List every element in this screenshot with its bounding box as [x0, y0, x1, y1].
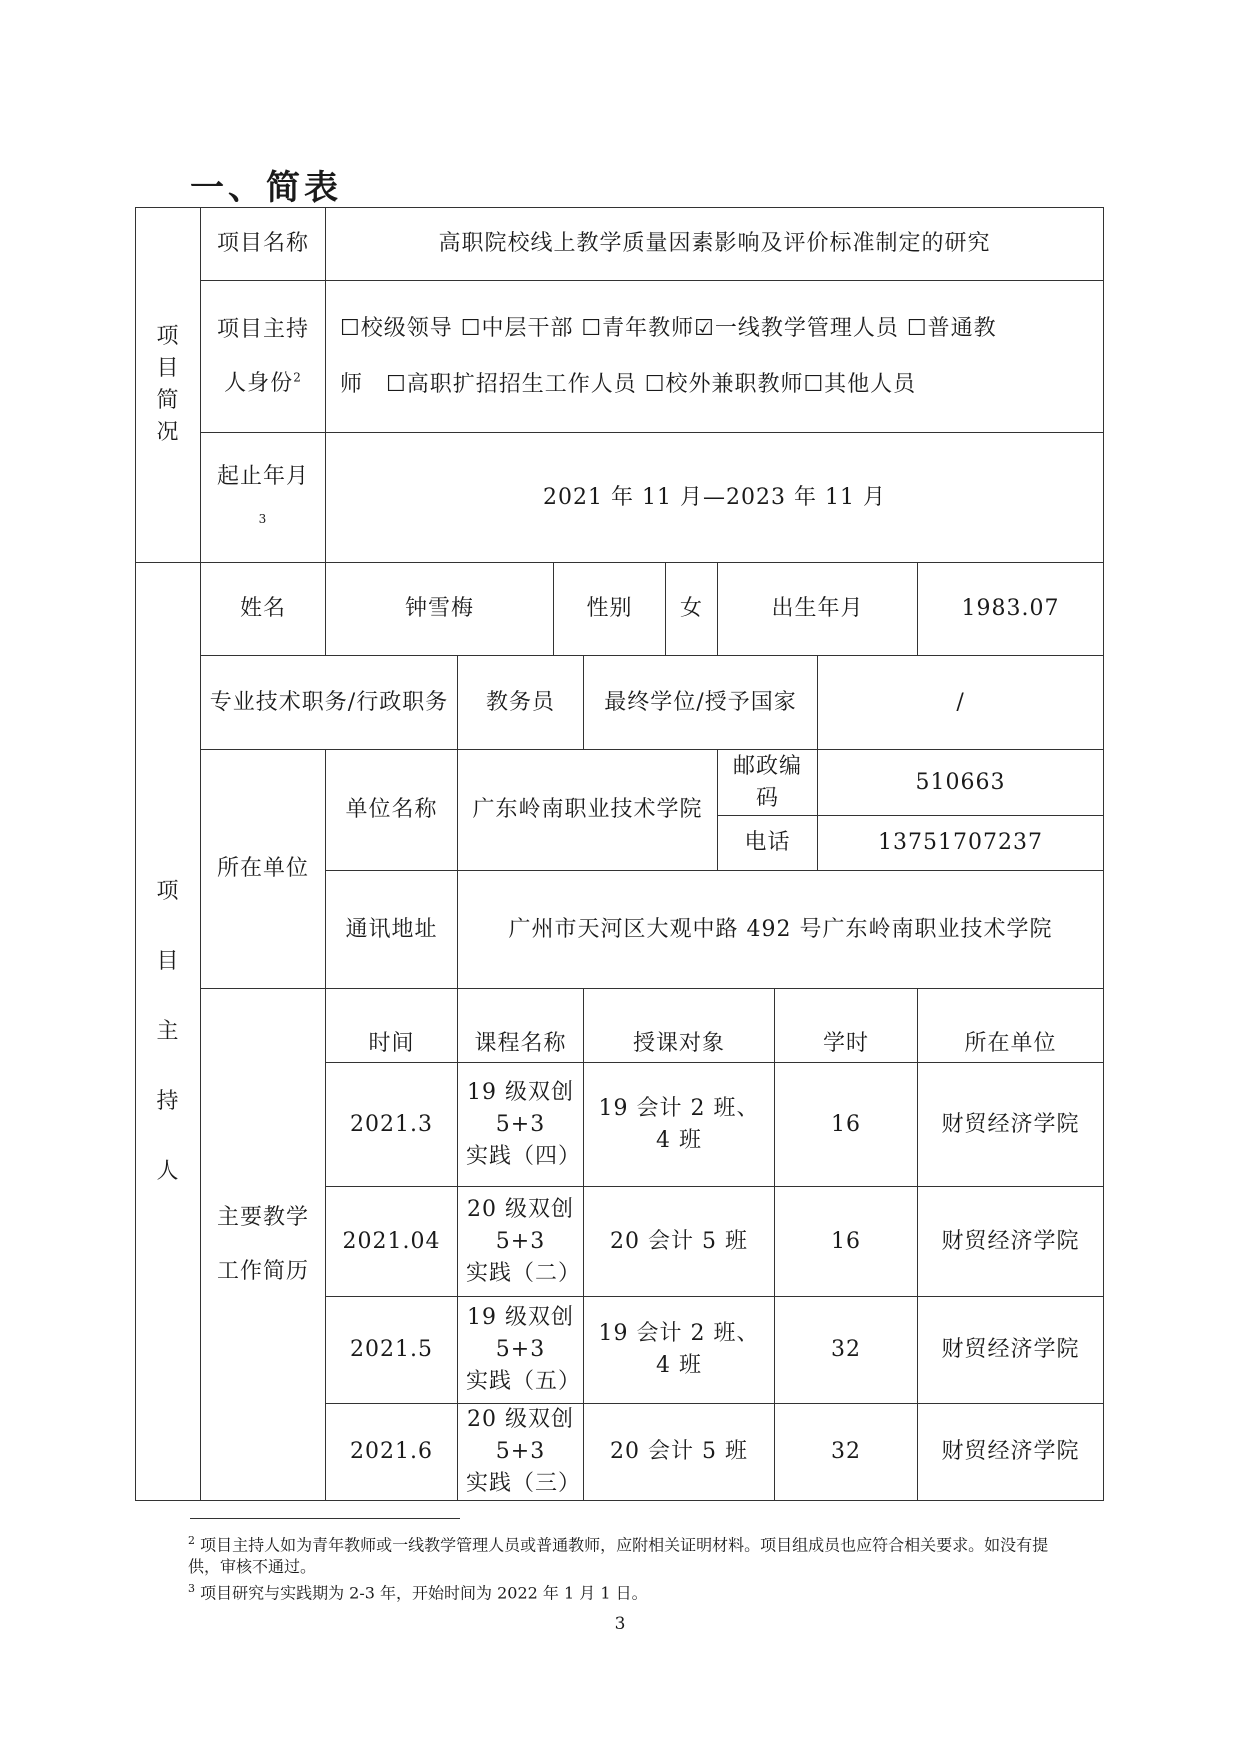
row-time: 2021.6: [326, 1404, 458, 1501]
footnote-3: $^3$ 项目研究与实践期为 2-3 年，开始时间为 2022 年 1 月 1 日。: [188, 1582, 648, 1603]
phone-label: 电话: [718, 816, 818, 871]
gender-label: 性别: [554, 563, 666, 656]
address-value: 广州市天河区大观中路 492 号广东岭南职业技术学院: [458, 871, 1104, 989]
overview-section-label: 项 目 简 况: [136, 208, 201, 563]
row-course: 20 级双创 5+3 实践（三）: [458, 1404, 584, 1501]
gender-value: 女: [666, 563, 718, 656]
page-title: 一、简表: [190, 168, 342, 208]
host-section-label: 项 目 主 持 人: [136, 563, 201, 1501]
row-time: 2021.3: [326, 1063, 458, 1187]
row-target: 19 会计 2 班、 4 班: [584, 1063, 775, 1187]
phone-value: 13751707237: [818, 816, 1104, 871]
host-name-label: 姓名: [201, 563, 326, 656]
row-unit: 财贸经济学院: [918, 1187, 1104, 1297]
footnotes: [188, 1530, 1068, 1605]
host-name-value: 钟雪梅: [326, 563, 554, 656]
job-title-label: 专业技术职务/行政职务: [201, 656, 458, 750]
degree-label: 最终学位/授予国家: [584, 656, 818, 750]
teaching-header-unit: 所在单位: [918, 989, 1104, 1063]
row-hours: 16: [775, 1063, 918, 1187]
birth-value: 1983.07: [918, 563, 1104, 656]
row-course: 20 级双创 5+3 实践（二）: [458, 1187, 584, 1297]
teaching-history-label: 主要教学 工作简历: [201, 989, 326, 1501]
project-name-label: 项目名称: [201, 208, 326, 281]
period-label: 起止年月 3: [201, 433, 326, 563]
identity-label: 项目主持 人身份$^2$: [201, 281, 326, 433]
row-target: 20 会计 5 班: [584, 1187, 775, 1297]
row-unit: 财贸经济学院: [918, 1297, 1104, 1404]
page-number: 3: [614, 1614, 626, 1634]
job-title-value: 教务员: [458, 656, 584, 750]
row-time: 2021.5: [326, 1297, 458, 1404]
row-target: 20 会计 5 班: [584, 1404, 775, 1501]
footnote-2: $^2$ 项目主持人如为青年教师或一线教学管理人员或普通教师，应附相关证明材料。项目组成员也应符合相关要求。如没有提供，审核不通过。: [188, 1534, 1049, 1577]
address-label: 通讯地址: [326, 871, 458, 989]
row-unit: 财贸经济学院: [918, 1063, 1104, 1187]
row-course: 19 级双创 5+3 实践（四）: [458, 1063, 584, 1187]
row-hours: 32: [775, 1297, 918, 1404]
teaching-header-target: 授课对象: [584, 989, 775, 1063]
identity-options-line2: 师 ☐高职扩招招生工作人员 ☐校外兼职教师☐其他人员: [340, 371, 917, 397]
row-unit: 财贸经济学院: [918, 1404, 1104, 1501]
identity-options: [326, 281, 1104, 433]
teaching-header-hours: 学时: [775, 989, 918, 1063]
postcode-value: 510663: [818, 750, 1104, 816]
postcode-label: 邮政编码: [718, 750, 818, 816]
project-name-value: 高职院校线上教学质量因素影响及评价标准制定的研究: [326, 208, 1104, 281]
row-time: 2021.04: [326, 1187, 458, 1297]
unit-group-label: 所在单位: [201, 750, 326, 989]
row-hours: 16: [775, 1187, 918, 1297]
unit-name-value: 广东岭南职业技术学院: [458, 750, 718, 871]
unit-name-label: 单位名称: [326, 750, 458, 871]
birth-label: 出生年月: [718, 563, 918, 656]
teaching-header-course: 课程名称: [458, 989, 584, 1063]
row-course: 19 级双创 5+3 实践（五）: [458, 1297, 584, 1404]
degree-value: /: [818, 656, 1104, 750]
identity-options-line1: ☐校级领导 ☐中层干部 ☐青年教师☑一线教学管理人员 ☐普通教: [340, 315, 997, 341]
period-value: 2021 年 11 月—2023 年 11 月: [326, 433, 1104, 563]
footnote-divider: [190, 1518, 460, 1519]
row-target: 19 会计 2 班、 4 班: [584, 1297, 775, 1404]
teaching-header-time: 时间: [326, 989, 458, 1063]
row-hours: 32: [775, 1404, 918, 1501]
summary-table: [135, 207, 1104, 1501]
